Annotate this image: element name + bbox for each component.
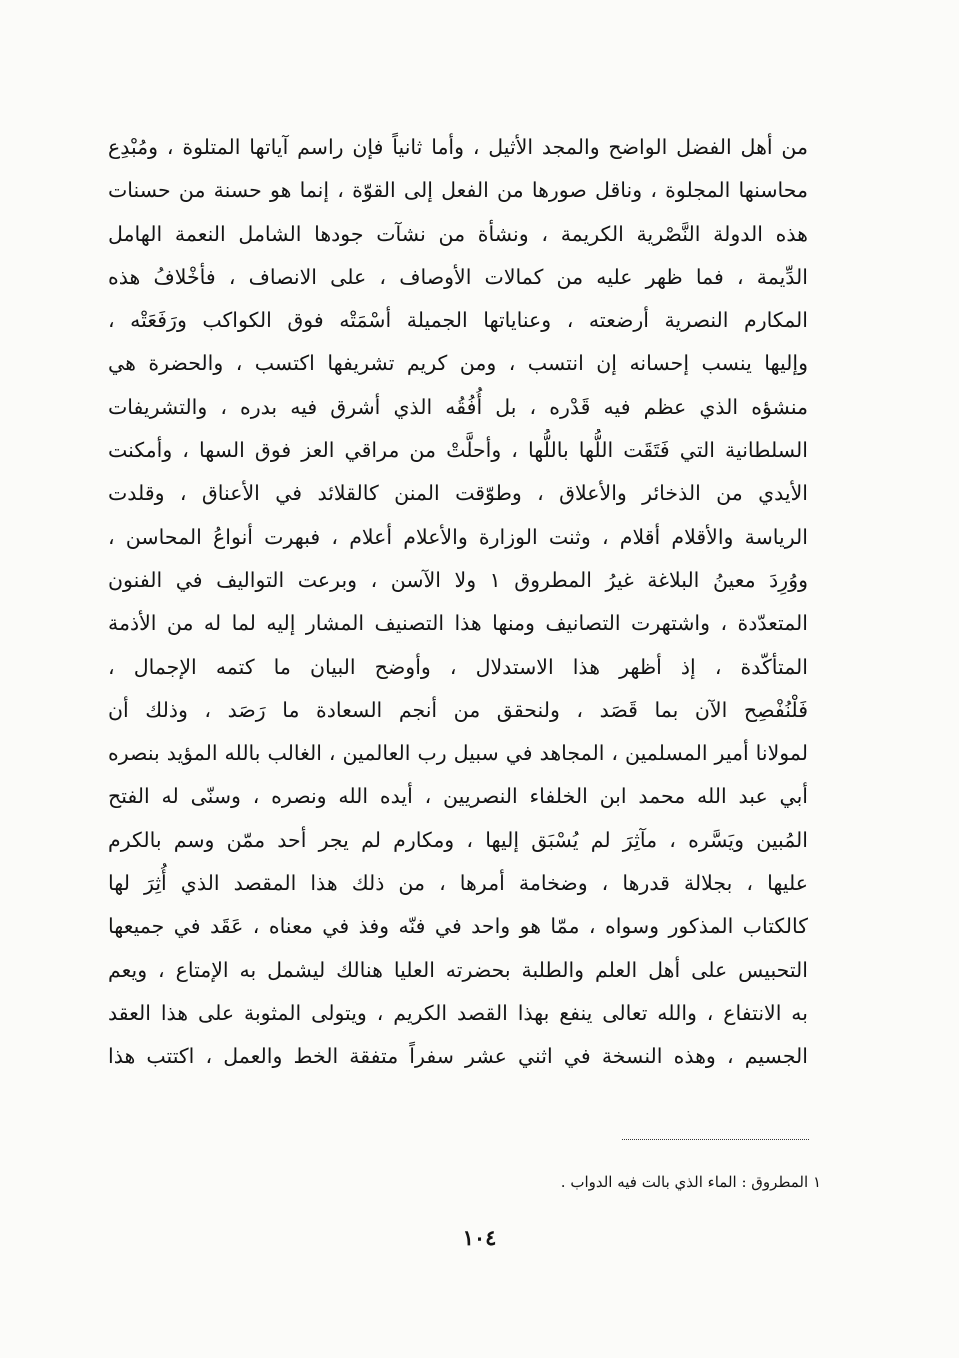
body-text: [108, 126, 808, 1079]
text-line: الأيدي من الذخائر والأعلاق ، وطوّقت المنن كالقلائد في الأعناق ، وقلدت: [108, 481, 808, 506]
footnote: ١ المطروق : الماء الذي بالت فيه الدواب .: [560, 1173, 821, 1191]
text-line: الرياسة والأقلام أقلام ، وثنت الوزارة والأعلام أعلام ، فبهرت أنواعُ المحاسن ،: [108, 524, 808, 549]
text-line: منشؤه الذي عظم فيه قَدْره ، بل أُفُقُه الذي أشرق فيه بدره ، والتشريفات: [108, 394, 808, 419]
text-line: عليها ، بجلالة قدرها ، وضخامة أمرها ، من ذلك هذا المقصد الذي أُثِرَ لها: [108, 871, 808, 896]
text-line: كالكتاب المذكور وسواه ، ممّا هو واحد في فنّه وفذ في معناه ، عَقَد في جميعها: [108, 914, 808, 939]
text-line: أبي عبد الله محمد ابن الخلفاء النصريين ، أيده الله ونصره ، وسنّى له الفتح: [108, 784, 808, 809]
text-line: الجسيم ، وهذه النسخة في اثني عشر سفراً متفقة الخط والعمل ، اكتتب هذا: [108, 1044, 808, 1069]
text-line: فَلْنُفْصِح الآن بما قَصَد ، ولنحقق من أنجم السعادة ما رَصَد ، وذلك أن: [108, 697, 808, 722]
text-line: الدِّيمة ، فما ظهر عليه من كمالات الأوصاف ، على الانصاف ، فأخْلافُ هذه: [108, 264, 808, 289]
text-line: به الانتفاع ، والله تعالى ينفع بهذا القصد الكريم ، ويتولى المثوبة على هذا العقد: [108, 1000, 808, 1025]
text-line: التحبيس على أهل العلم والطلبة بحضرته العليا هنالك ليشمل به الإمتاع ، ويعم: [108, 957, 808, 982]
text-line: المتأكّدة ، إذ أظهر هذا الاستدلال ، وأوضح البيان ما كتمه الإجمال ،: [108, 654, 808, 679]
text-line: المتعدّدة ، واشتهرت التصانيف ومنها هذا التصنيف المشار إليه لما له من الأذمة: [108, 611, 808, 636]
text-line: محاسنها المجلوة ، وناقل صورها من الفعل إلى القوّة ، إنما هو حسنة من حسنات: [108, 178, 808, 203]
text-line: وإليها ينسب إحسانه إن انتسب ، ومن كريم تشريفها اكتسب ، والحضرة هي: [108, 351, 808, 376]
text-line: هذه الدولة النَّصْرية الكريمة ، ونشأة من نشآت جودها الشامل النعمة الهامل: [108, 221, 808, 246]
text-line: لمولانا أمير المسلمين ، المجاهد في سبيل رب العالمين ، الغالب بالله المؤيد بنصره: [108, 741, 808, 766]
text-line: المكارم النصرية أرضعته ، وعناياتها الجميلة أسْمَتْه فوق الكواكب ورَفَعَتْه ،: [108, 308, 808, 333]
text-line: من أهل الفضل الواضح والمجد الأثيل ، وأما ثانياً فإن راسم آياتها المتلوة ، ومُبْدِع: [108, 135, 808, 159]
text-line: ووُرِدَ معينُ البلاغة غيرُ المطروق ١ ولا الآسن ، وبرعت التواليف في الفنون: [108, 567, 808, 592]
footnote-separator: [622, 1139, 809, 1140]
text-line: المُبين ويَسَّره ، مآثِرَ لم يُسْبَق إليها ، ومكارم لم يجر أحد ممّن وسم بالكرم: [108, 827, 808, 852]
text-line: السلطانية التي فَتَقَت اللُّها باللُّها ، وأحلَّتْ من مراقي العز فوق السها ، وأمكنت: [108, 438, 808, 463]
page-number: ١٠٤: [462, 1225, 497, 1250]
